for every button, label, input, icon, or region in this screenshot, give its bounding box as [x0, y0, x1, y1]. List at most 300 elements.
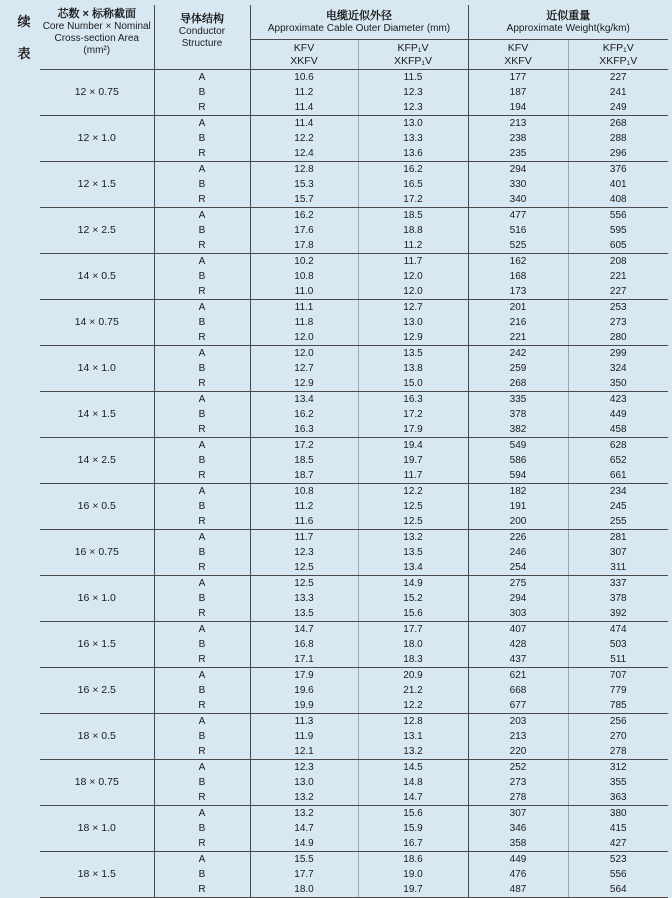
cell-conductor: R [154, 330, 250, 346]
cell-weight-kfp1v: 401 [568, 177, 668, 192]
table-row [40, 806, 668, 822]
cell-conductor: A [154, 806, 250, 822]
table-row [40, 392, 668, 408]
cell-conductor: A [154, 70, 250, 86]
cell-diameter-kfp1v: 12.0 [358, 284, 468, 300]
cell-conductor: R [154, 606, 250, 622]
cell-weight-kfv: 428 [468, 637, 568, 652]
cell-weight-kfp1v: 227 [568, 284, 668, 300]
cell-weight-kfv: 220 [468, 744, 568, 760]
cell-weight-kfp1v: 415 [568, 821, 668, 836]
cell-diameter-kfv: 13.5 [250, 606, 358, 622]
cell-weight-kfp1v: 785 [568, 698, 668, 714]
cell-weight-kfv: 303 [468, 606, 568, 622]
table-row [40, 162, 668, 178]
cell-weight-kfp1v: 296 [568, 146, 668, 162]
cell-diameter-kfv: 17.9 [250, 668, 358, 684]
cell-conductor: A [154, 300, 250, 316]
cell-diameter-kfv: 11.7 [250, 530, 358, 546]
cell-weight-kfp1v: 423 [568, 392, 668, 408]
cell-weight-kfp1v: 523 [568, 852, 668, 868]
cell-diameter-kfv: 14.7 [250, 622, 358, 638]
cell-diameter-kfv: 14.9 [250, 836, 358, 852]
cell-diameter-kfp1v: 12.8 [358, 714, 468, 730]
cell-diameter-kfp1v: 18.6 [358, 852, 468, 868]
cell-conductor: R [154, 422, 250, 438]
cell-weight-kfv: 516 [468, 223, 568, 238]
table-row [40, 346, 668, 362]
cell-weight-kfv: 259 [468, 361, 568, 376]
header-weight-kfv [468, 40, 568, 70]
cell-weight-kfp1v: 556 [568, 208, 668, 224]
cell-weight-kfp1v: 255 [568, 514, 668, 530]
cell-conductor: R [154, 376, 250, 392]
cell-diameter-kfp1v: 18.8 [358, 223, 468, 238]
cell-diameter-kfp1v: 13.6 [358, 146, 468, 162]
cell-weight-kfp1v: 249 [568, 100, 668, 116]
cell-diameter-kfp1v: 11.5 [358, 70, 468, 86]
cell-diameter-kfv: 18.5 [250, 453, 358, 468]
cell-conductor: B [154, 131, 250, 146]
cell-weight-kfp1v: 652 [568, 453, 668, 468]
cell-diameter-kfv: 12.4 [250, 146, 358, 162]
cell-core-size: 14 × 2.5 [40, 438, 154, 484]
table-row [40, 622, 668, 638]
cell-weight-kfp1v: 503 [568, 637, 668, 652]
cell-diameter-kfv: 16.2 [250, 208, 358, 224]
cell-weight-kfv: 378 [468, 407, 568, 422]
cell-conductor: B [154, 499, 250, 514]
cell-diameter-kfp1v: 15.9 [358, 821, 468, 836]
cell-weight-kfv: 330 [468, 177, 568, 192]
cell-weight-kfp1v: 268 [568, 116, 668, 132]
cell-weight-kfv: 238 [468, 131, 568, 146]
cell-core-size: 12 × 0.75 [40, 70, 154, 116]
header-weight-kfp1v-a: KFP₁V [602, 41, 634, 54]
cell-diameter-kfp1v: 13.0 [358, 116, 468, 132]
cell-diameter-kfp1v: 13.1 [358, 729, 468, 744]
cell-core-size: 14 × 0.75 [40, 300, 154, 346]
cell-weight-kfv: 221 [468, 330, 568, 346]
header-weight-kfp1v-b: XKFP₁V [599, 54, 638, 67]
cell-diameter-kfv: 10.8 [250, 484, 358, 500]
cell-conductor: A [154, 254, 250, 270]
cell-conductor: B [154, 683, 250, 698]
cell-weight-kfv: 437 [468, 652, 568, 668]
cell-conductor: A [154, 760, 250, 776]
cell-diameter-kfv: 16.3 [250, 422, 358, 438]
cell-conductor: B [154, 545, 250, 560]
cell-diameter-kfp1v: 13.5 [358, 545, 468, 560]
cell-weight-kfv: 200 [468, 514, 568, 530]
cell-diameter-kfv: 17.7 [250, 867, 358, 882]
cell-diameter-kfp1v: 13.8 [358, 361, 468, 376]
cell-conductor: B [154, 361, 250, 376]
cell-diameter-kfp1v: 17.7 [358, 622, 468, 638]
cell-conductor: R [154, 652, 250, 668]
cell-weight-kfp1v: 281 [568, 530, 668, 546]
header-weight-kfv-a: KFV [507, 41, 529, 54]
header-diameter-kfp1v-a: KFP₁V [397, 41, 429, 54]
table-row [40, 484, 668, 500]
cell-weight-kfp1v: 307 [568, 545, 668, 560]
cell-weight-kfp1v: 355 [568, 775, 668, 790]
cell-conductor: A [154, 852, 250, 868]
cell-core-size: 14 × 0.5 [40, 254, 154, 300]
cell-diameter-kfp1v: 16.2 [358, 162, 468, 178]
cell-weight-kfp1v: 221 [568, 269, 668, 284]
cell-weight-kfp1v: 392 [568, 606, 668, 622]
cell-conductor: A [154, 484, 250, 500]
cell-diameter-kfv: 12.0 [250, 346, 358, 362]
cell-weight-kfv: 677 [468, 698, 568, 714]
table-row [40, 852, 668, 868]
cell-diameter-kfp1v: 12.9 [358, 330, 468, 346]
cell-diameter-kfv: 13.2 [250, 790, 358, 806]
cell-diameter-kfv: 18.0 [250, 882, 358, 898]
cell-diameter-kfp1v: 18.3 [358, 652, 468, 668]
cell-weight-kfv: 586 [468, 453, 568, 468]
cell-weight-kfp1v: 234 [568, 484, 668, 500]
cell-weight-kfp1v: 227 [568, 70, 668, 86]
cell-diameter-kfv: 11.2 [250, 499, 358, 514]
cell-weight-kfv: 273 [468, 775, 568, 790]
cell-weight-kfp1v: 511 [568, 652, 668, 668]
cell-diameter-kfp1v: 21.2 [358, 683, 468, 698]
cell-weight-kfp1v: 350 [568, 376, 668, 392]
table-row [40, 438, 668, 454]
cell-weight-kfv: 525 [468, 238, 568, 254]
cell-conductor: R [154, 284, 250, 300]
table-row [40, 254, 668, 270]
header-conductor-cn: 导体结构 [180, 13, 224, 25]
cell-weight-kfv: 177 [468, 70, 568, 86]
cell-weight-kfv: 203 [468, 714, 568, 730]
cell-diameter-kfv: 10.6 [250, 70, 358, 86]
cell-conductor: B [154, 637, 250, 652]
cell-weight-kfp1v: 605 [568, 238, 668, 254]
cell-weight-kfp1v: 707 [568, 668, 668, 684]
cell-conductor: R [154, 698, 250, 714]
cell-diameter-kfp1v: 12.5 [358, 514, 468, 530]
cell-diameter-kfv: 13.0 [250, 775, 358, 790]
cell-diameter-kfp1v: 13.3 [358, 131, 468, 146]
cell-weight-kfv: 168 [468, 269, 568, 284]
cell-diameter-kfp1v: 20.9 [358, 668, 468, 684]
cell-diameter-kfp1v: 12.3 [358, 100, 468, 116]
cell-weight-kfp1v: 564 [568, 882, 668, 898]
cell-weight-kfp1v: 595 [568, 223, 668, 238]
cell-conductor: B [154, 729, 250, 744]
cell-weight-kfv: 358 [468, 836, 568, 852]
cell-conductor: R [154, 100, 250, 116]
cell-diameter-kfv: 17.1 [250, 652, 358, 668]
cell-diameter-kfv: 18.7 [250, 468, 358, 484]
cell-diameter-kfv: 11.1 [250, 300, 358, 316]
cell-conductor: A [154, 208, 250, 224]
cell-conductor: B [154, 85, 250, 100]
cell-conductor: R [154, 192, 250, 208]
cell-diameter-kfv: 11.4 [250, 116, 358, 132]
cell-weight-kfv: 594 [468, 468, 568, 484]
cell-diameter-kfv: 15.7 [250, 192, 358, 208]
cell-diameter-kfp1v: 17.2 [358, 192, 468, 208]
cell-weight-kfv: 216 [468, 315, 568, 330]
cell-weight-kfp1v: 449 [568, 407, 668, 422]
table-row [40, 530, 668, 546]
cell-conductor: A [154, 576, 250, 592]
cell-diameter-kfp1v: 11.7 [358, 254, 468, 270]
cell-core-size: 18 × 1.0 [40, 806, 154, 852]
header-diameter-kfv-b: XKFV [290, 54, 318, 67]
cell-weight-kfv: 449 [468, 852, 568, 868]
cell-weight-kfp1v: 363 [568, 790, 668, 806]
cell-core-size: 18 × 0.75 [40, 760, 154, 806]
cell-core-size: 16 × 1.0 [40, 576, 154, 622]
cell-core-size: 14 × 1.5 [40, 392, 154, 438]
cell-diameter-kfv: 12.3 [250, 760, 358, 776]
table-row [40, 300, 668, 316]
cell-diameter-kfv: 12.0 [250, 330, 358, 346]
cell-diameter-kfp1v: 17.9 [358, 422, 468, 438]
cell-weight-kfv: 182 [468, 484, 568, 500]
cell-diameter-kfv: 12.2 [250, 131, 358, 146]
table-row [40, 576, 668, 592]
table-row [40, 760, 668, 776]
cell-diameter-kfp1v: 13.2 [358, 744, 468, 760]
cell-weight-kfv: 307 [468, 806, 568, 822]
cell-weight-kfv: 252 [468, 760, 568, 776]
cell-diameter-kfv: 12.5 [250, 576, 358, 592]
cell-conductor: B [154, 177, 250, 192]
cell-diameter-kfp1v: 19.4 [358, 438, 468, 454]
cell-core-size: 16 × 2.5 [40, 668, 154, 714]
table-row [40, 70, 668, 86]
table-row [40, 116, 668, 132]
cell-diameter-kfp1v: 19.7 [358, 453, 468, 468]
side-label-char-2: 表 [17, 46, 31, 61]
header-diameter-kfv-a: KFV [293, 41, 315, 54]
cell-weight-kfv: 549 [468, 438, 568, 454]
cell-diameter-kfv: 19.9 [250, 698, 358, 714]
cell-conductor: B [154, 867, 250, 882]
cell-weight-kfp1v: 427 [568, 836, 668, 852]
cell-diameter-kfp1v: 12.3 [358, 85, 468, 100]
cell-weight-kfp1v: 245 [568, 499, 668, 514]
header-weight-cn: 近似重量 [546, 9, 591, 22]
cell-diameter-kfv: 11.2 [250, 85, 358, 100]
cell-weight-kfv: 294 [468, 162, 568, 178]
header-diameter-kfv [250, 40, 358, 70]
cell-weight-kfp1v: 280 [568, 330, 668, 346]
cell-weight-kfp1v: 324 [568, 361, 668, 376]
cell-weight-kfv: 191 [468, 499, 568, 514]
header-conductor-en-2: Structure [181, 38, 223, 49]
cable-spec-table [40, 5, 668, 898]
cell-conductor: R [154, 882, 250, 898]
header-conductor [154, 5, 250, 70]
cell-conductor: A [154, 162, 250, 178]
cell-weight-kfp1v: 474 [568, 622, 668, 638]
cell-diameter-kfv: 15.5 [250, 852, 358, 868]
cell-diameter-kfv: 11.4 [250, 100, 358, 116]
cell-diameter-kfp1v: 12.2 [358, 484, 468, 500]
cell-weight-kfp1v: 380 [568, 806, 668, 822]
cell-conductor: B [154, 591, 250, 606]
cell-diameter-kfp1v: 13.0 [358, 315, 468, 330]
header-size-cn: 芯数 × 标称截面 [57, 8, 137, 20]
header-size-en-2: Cross-section Area [54, 33, 139, 44]
cell-weight-kfv: 162 [468, 254, 568, 270]
cell-conductor: B [154, 223, 250, 238]
table-row [40, 668, 668, 684]
cell-weight-kfv: 254 [468, 560, 568, 576]
header-size-en-1: Core Number × Nominal [42, 21, 151, 32]
cell-diameter-kfp1v: 13.4 [358, 560, 468, 576]
cell-diameter-kfv: 16.8 [250, 637, 358, 652]
header-diameter-cn: 电缆近似外径 [326, 9, 392, 22]
table-row [40, 714, 668, 730]
cell-core-size: 14 × 1.0 [40, 346, 154, 392]
cell-conductor: A [154, 346, 250, 362]
cell-conductor: R [154, 836, 250, 852]
cell-weight-kfv: 235 [468, 146, 568, 162]
cell-diameter-kfv: 13.2 [250, 806, 358, 822]
cell-diameter-kfv: 12.7 [250, 361, 358, 376]
cell-weight-kfp1v: 337 [568, 576, 668, 592]
header-weight-en: Approximate Weight(kg/km) [506, 22, 630, 34]
cell-diameter-kfv: 14.7 [250, 821, 358, 836]
header-conductor-en-1: Conductor [178, 26, 226, 37]
cell-weight-kfp1v: 661 [568, 468, 668, 484]
cell-diameter-kfv: 12.8 [250, 162, 358, 178]
cell-weight-kfv: 201 [468, 300, 568, 316]
cell-core-size: 12 × 1.0 [40, 116, 154, 162]
cell-diameter-kfv: 16.2 [250, 407, 358, 422]
cell-conductor: R [154, 238, 250, 254]
cell-core-size: 16 × 1.5 [40, 622, 154, 668]
cell-conductor: B [154, 821, 250, 836]
cell-weight-kfv: 340 [468, 192, 568, 208]
cell-diameter-kfp1v: 16.3 [358, 392, 468, 408]
cell-conductor: R [154, 744, 250, 760]
table-body [40, 70, 668, 898]
cell-diameter-kfv: 13.3 [250, 591, 358, 606]
header-weight [468, 5, 668, 40]
header-size-unit: (mm²) [83, 45, 111, 56]
cell-diameter-kfp1v: 14.9 [358, 576, 468, 592]
cell-diameter-kfp1v: 12.0 [358, 269, 468, 284]
cell-weight-kfp1v: 256 [568, 714, 668, 730]
cell-conductor: B [154, 775, 250, 790]
cell-weight-kfv: 242 [468, 346, 568, 362]
cell-conductor: B [154, 453, 250, 468]
cell-weight-kfp1v: 278 [568, 744, 668, 760]
cell-weight-kfp1v: 241 [568, 85, 668, 100]
table-header [40, 5, 668, 70]
cell-weight-kfp1v: 208 [568, 254, 668, 270]
cell-diameter-kfv: 11.6 [250, 514, 358, 530]
cell-core-size: 12 × 1.5 [40, 162, 154, 208]
cell-diameter-kfv: 12.3 [250, 545, 358, 560]
cell-diameter-kfp1v: 12.2 [358, 698, 468, 714]
cell-diameter-kfp1v: 14.8 [358, 775, 468, 790]
cell-weight-kfv: 668 [468, 683, 568, 698]
cell-diameter-kfv: 13.4 [250, 392, 358, 408]
cell-diameter-kfp1v: 12.7 [358, 300, 468, 316]
cell-weight-kfv: 476 [468, 867, 568, 882]
cell-diameter-kfp1v: 14.7 [358, 790, 468, 806]
cell-weight-kfp1v: 288 [568, 131, 668, 146]
cell-conductor: A [154, 622, 250, 638]
cell-diameter-kfp1v: 15.2 [358, 591, 468, 606]
cell-weight-kfv: 246 [468, 545, 568, 560]
cell-weight-kfv: 187 [468, 85, 568, 100]
cell-conductor: R [154, 146, 250, 162]
cell-weight-kfv: 213 [468, 729, 568, 744]
cell-diameter-kfp1v: 14.5 [358, 760, 468, 776]
cell-weight-kfv: 213 [468, 116, 568, 132]
cell-weight-kfv: 621 [468, 668, 568, 684]
cell-diameter-kfv: 10.2 [250, 254, 358, 270]
cell-weight-kfv: 294 [468, 591, 568, 606]
header-diameter [250, 5, 468, 40]
cell-diameter-kfp1v: 13.5 [358, 346, 468, 362]
cell-conductor: R [154, 514, 250, 530]
cell-diameter-kfv: 17.6 [250, 223, 358, 238]
cell-diameter-kfp1v: 15.6 [358, 806, 468, 822]
cell-diameter-kfp1v: 17.2 [358, 407, 468, 422]
cell-weight-kfv: 487 [468, 882, 568, 898]
cell-weight-kfp1v: 270 [568, 729, 668, 744]
cell-weight-kfv: 226 [468, 530, 568, 546]
cell-weight-kfp1v: 458 [568, 422, 668, 438]
cell-weight-kfv: 278 [468, 790, 568, 806]
cell-weight-kfp1v: 628 [568, 438, 668, 454]
cell-diameter-kfv: 11.0 [250, 284, 358, 300]
cell-diameter-kfp1v: 15.0 [358, 376, 468, 392]
cell-weight-kfv: 335 [468, 392, 568, 408]
cell-conductor: B [154, 269, 250, 284]
cell-weight-kfv: 407 [468, 622, 568, 638]
cell-conductor: A [154, 392, 250, 408]
cell-diameter-kfv: 10.8 [250, 269, 358, 284]
cell-diameter-kfv: 11.3 [250, 714, 358, 730]
cell-conductor: A [154, 668, 250, 684]
cell-weight-kfv: 275 [468, 576, 568, 592]
cell-weight-kfv: 173 [468, 284, 568, 300]
cell-core-size: 18 × 0.5 [40, 714, 154, 760]
cell-weight-kfp1v: 253 [568, 300, 668, 316]
cell-diameter-kfv: 19.6 [250, 683, 358, 698]
cell-weight-kfv: 194 [468, 100, 568, 116]
header-size [40, 5, 154, 70]
cell-diameter-kfp1v: 19.7 [358, 882, 468, 898]
cell-conductor: A [154, 116, 250, 132]
cell-core-size: 16 × 0.5 [40, 484, 154, 530]
cell-weight-kfp1v: 299 [568, 346, 668, 362]
cell-diameter-kfv: 17.2 [250, 438, 358, 454]
cell-diameter-kfv: 11.9 [250, 729, 358, 744]
header-weight-kfp1v [568, 40, 668, 70]
cell-weight-kfp1v: 779 [568, 683, 668, 698]
cell-conductor: B [154, 407, 250, 422]
header-diameter-en: Approximate Cable Outer Diameter (mm) [267, 22, 451, 34]
cell-diameter-kfv: 12.1 [250, 744, 358, 760]
cell-weight-kfp1v: 376 [568, 162, 668, 178]
cell-diameter-kfp1v: 18.0 [358, 637, 468, 652]
cell-conductor: R [154, 790, 250, 806]
